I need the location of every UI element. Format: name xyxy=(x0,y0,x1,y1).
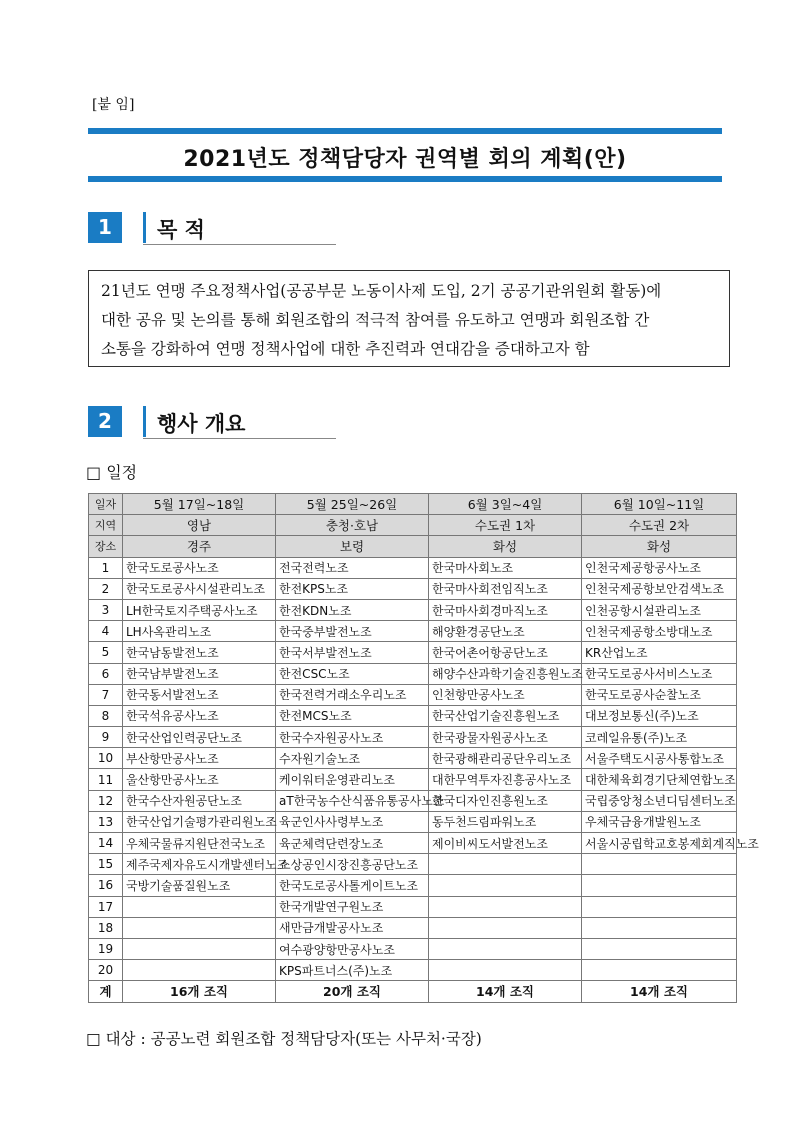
union-cell: 한국도로공사시설관리노조 xyxy=(123,578,276,599)
row-number: 11 xyxy=(89,769,123,790)
table-row xyxy=(89,727,737,748)
total-row xyxy=(89,981,737,1002)
union-cell xyxy=(582,875,737,896)
section-2-marker xyxy=(143,406,146,437)
table-row xyxy=(89,938,737,959)
union-cell: 부산항만공사노조 xyxy=(123,748,276,769)
header-cell: 5월 25일~26일 xyxy=(276,494,429,515)
union-cell: 서울주택도시공사통합노조 xyxy=(582,748,737,769)
union-cell: 한국디자인진흥원노조 xyxy=(429,790,582,811)
union-cell: 육군인사사령부노조 xyxy=(276,811,429,832)
union-cell: 수자원기술노조 xyxy=(276,748,429,769)
title-bottom-bar xyxy=(88,176,722,182)
union-cell: 한국남부발전노조 xyxy=(123,663,276,684)
purpose-line: 21년도 연맹 주요정책사업(공공부문 노동이사제 도입, 2기 공공기관위원회 활동)에 xyxy=(101,282,662,300)
row-number: 17 xyxy=(89,896,123,917)
purpose-line: 대한 공유 및 논의를 통해 회원조합의 적극적 참여를 유도하고 연맹과 회원조합 간 xyxy=(101,311,650,329)
header-cell: 영남 xyxy=(123,515,276,536)
union-cell: 한국수산자원공단노조 xyxy=(123,790,276,811)
union-cell: 우체국물류지원단전국노조 xyxy=(123,833,276,854)
union-cell: 새만금개발공사노조 xyxy=(276,917,429,938)
row-number: 12 xyxy=(89,790,123,811)
union-cell: 한국산업인력공단노조 xyxy=(123,727,276,748)
row-number: 1 xyxy=(89,557,123,578)
total-cell: 16개 조직 xyxy=(123,981,276,1002)
union-cell xyxy=(582,938,737,959)
union-cell xyxy=(429,938,582,959)
union-cell: 육군체력단련장노조 xyxy=(276,833,429,854)
row-number: 6 xyxy=(89,663,123,684)
union-cell xyxy=(123,917,276,938)
total-label: 계 xyxy=(89,981,123,1002)
union-cell: 한국어촌어항공단노조 xyxy=(429,642,582,663)
row-number: 4 xyxy=(89,621,123,642)
row-number: 10 xyxy=(89,748,123,769)
union-cell xyxy=(123,960,276,981)
union-cell: 대보정보통신(주)노조 xyxy=(582,705,737,726)
schedule-heading: □ 일정 xyxy=(86,463,138,482)
document-title: 2021년도 정책담당자 권역별 회의 계획(안) xyxy=(183,147,627,172)
union-cell: KR산업노조 xyxy=(582,642,737,663)
union-cell: 한전KPS노조 xyxy=(276,578,429,599)
section-2-underline xyxy=(143,438,336,439)
union-cell: 한국수자원공사노조 xyxy=(276,727,429,748)
header-label: 장소 xyxy=(89,536,123,557)
union-cell xyxy=(582,854,737,875)
header-cell: 보령 xyxy=(276,536,429,557)
attachment-label: [붙 임] xyxy=(92,97,135,113)
row-number: 16 xyxy=(89,875,123,896)
table-row xyxy=(89,811,737,832)
union-cell: 제이비씨도서발전노조 xyxy=(429,833,582,854)
union-cell: 대한체육회경기단체연합노조 xyxy=(582,769,737,790)
table-row xyxy=(89,790,737,811)
table-row xyxy=(89,599,737,620)
header-cell: 화성 xyxy=(582,536,737,557)
union-cell xyxy=(582,896,737,917)
section-2-title: 행사 개요 xyxy=(157,412,246,436)
union-cell: 동두천드림파워노조 xyxy=(429,811,582,832)
table-row xyxy=(89,748,737,769)
union-cell xyxy=(582,960,737,981)
union-cell: 한국산업기술진흥원노조 xyxy=(429,705,582,726)
table-row xyxy=(89,663,737,684)
row-number: 18 xyxy=(89,917,123,938)
table-row xyxy=(89,684,737,705)
table-row xyxy=(89,896,737,917)
union-cell xyxy=(429,896,582,917)
union-cell: 한국남동발전노조 xyxy=(123,642,276,663)
table-row xyxy=(89,854,737,875)
header-cell: 6월 3일~4일 xyxy=(429,494,582,515)
union-cell: 한국도로공사톨게이트노조 xyxy=(276,875,429,896)
section-1-marker xyxy=(143,212,146,243)
union-cell: 소상공인시장진흥공단노조 xyxy=(276,854,429,875)
row-number: 3 xyxy=(89,599,123,620)
union-cell: 한국개발연구원노조 xyxy=(276,896,429,917)
row-number: 9 xyxy=(89,727,123,748)
row-number: 8 xyxy=(89,705,123,726)
union-cell: 한전MCS노조 xyxy=(276,705,429,726)
row-number: 19 xyxy=(89,938,123,959)
union-cell: 우체국금융개발원노조 xyxy=(582,811,737,832)
union-cell: 인천항만공사노조 xyxy=(429,684,582,705)
table-row xyxy=(89,875,737,896)
row-number: 2 xyxy=(89,578,123,599)
union-cell: 울산항만공사노조 xyxy=(123,769,276,790)
section-1-title: 목 적 xyxy=(157,218,205,242)
union-cell: 한국마사회전임직노조 xyxy=(429,578,582,599)
union-cell: 한국광해관리공단우리노조 xyxy=(429,748,582,769)
header-row xyxy=(89,536,737,557)
union-cell: 한국도로공사노조 xyxy=(123,557,276,578)
union-cell: 전국전력노조 xyxy=(276,557,429,578)
table-row xyxy=(89,578,737,599)
total-cell: 14개 조직 xyxy=(582,981,737,1002)
union-cell: aT한국농수산식품유통공사노조 xyxy=(276,790,429,811)
row-number: 7 xyxy=(89,684,123,705)
union-cell: 한국전력거래소우리노조 xyxy=(276,684,429,705)
union-cell: KPS파트너스(주)노조 xyxy=(276,960,429,981)
union-cell xyxy=(429,875,582,896)
table-row xyxy=(89,557,737,578)
row-number: 13 xyxy=(89,811,123,832)
table-row xyxy=(89,769,737,790)
union-cell: 인천국제공항보안검색노조 xyxy=(582,578,737,599)
header-row xyxy=(89,494,737,515)
union-cell xyxy=(429,960,582,981)
union-cell: 한국마사회경마직노조 xyxy=(429,599,582,620)
union-cell: 한국광물자원공사노조 xyxy=(429,727,582,748)
table-row xyxy=(89,960,737,981)
union-cell: 한국마사회노조 xyxy=(429,557,582,578)
header-label: 지역 xyxy=(89,515,123,536)
union-cell: 제주국제자유도시개발센터노조 xyxy=(123,854,276,875)
header-cell: 경주 xyxy=(123,536,276,557)
header-cell: 수도권 2차 xyxy=(582,515,737,536)
total-cell: 20개 조직 xyxy=(276,981,429,1002)
union-cell xyxy=(582,917,737,938)
union-cell: 한국도로공사서비스노조 xyxy=(582,663,737,684)
table-row xyxy=(89,917,737,938)
header-cell: 6월 10일~11일 xyxy=(582,494,737,515)
union-cell xyxy=(429,917,582,938)
union-cell: 해양환경공단노조 xyxy=(429,621,582,642)
section-1-number: 1 xyxy=(88,212,122,243)
total-cell: 14개 조직 xyxy=(429,981,582,1002)
header-cell: 충청·호남 xyxy=(276,515,429,536)
union-cell: 한국서부발전노조 xyxy=(276,642,429,663)
union-cell: 한전CSC노조 xyxy=(276,663,429,684)
union-cell: LH한국토지주택공사노조 xyxy=(123,599,276,620)
header-cell: 수도권 1차 xyxy=(429,515,582,536)
purpose-box xyxy=(88,270,730,367)
row-number: 20 xyxy=(89,960,123,981)
union-cell: 한전KDN노조 xyxy=(276,599,429,620)
row-number: 14 xyxy=(89,833,123,854)
union-cell: 한국도로공사순찰노조 xyxy=(582,684,737,705)
schedule-table xyxy=(88,493,759,1003)
header-cell: 5월 17일~18일 xyxy=(123,494,276,515)
union-cell: 한국동서발전노조 xyxy=(123,684,276,705)
union-cell: 케이워터운영관리노조 xyxy=(276,769,429,790)
union-cell: 서울시공립학교호봉제회계직노조 xyxy=(582,833,737,854)
title-top-bar xyxy=(88,128,722,134)
union-cell: 해양수산과학기술진흥원노조 xyxy=(429,663,582,684)
union-cell: 여수광양항만공사노조 xyxy=(276,938,429,959)
header-row xyxy=(89,515,737,536)
purpose-line: 소통을 강화하여 연맹 정책사업에 대한 추진력과 연대감을 증대하고자 함 xyxy=(101,340,590,358)
union-cell xyxy=(123,896,276,917)
table-row xyxy=(89,833,737,854)
union-cell: 한국산업기술평가관리원노조 xyxy=(123,811,276,832)
union-cell: 한국석유공사노조 xyxy=(123,705,276,726)
union-cell: 대한무역투자진흥공사노조 xyxy=(429,769,582,790)
table-row xyxy=(89,642,737,663)
union-cell: LH사옥관리노조 xyxy=(123,621,276,642)
section-1-underline xyxy=(143,244,336,245)
target-line: □ 대상 : 공공노련 회원조합 정책담당자(또는 사무처·국장) xyxy=(86,1030,482,1048)
section-2-number: 2 xyxy=(88,406,122,437)
row-number: 15 xyxy=(89,854,123,875)
header-label: 일자 xyxy=(89,494,123,515)
union-cell xyxy=(123,938,276,959)
table-row xyxy=(89,621,737,642)
union-cell: 인천국제공항공사노조 xyxy=(582,557,737,578)
row-number: 5 xyxy=(89,642,123,663)
union-cell: 코레일유통(주)노조 xyxy=(582,727,737,748)
union-cell: 인천국제공항소방대노조 xyxy=(582,621,737,642)
header-cell: 화성 xyxy=(429,536,582,557)
union-cell xyxy=(429,854,582,875)
table-row xyxy=(89,705,737,726)
union-cell: 국방기술품질원노조 xyxy=(123,875,276,896)
union-cell: 한국중부발전노조 xyxy=(276,621,429,642)
union-cell: 인천공항시설관리노조 xyxy=(582,599,737,620)
union-cell: 국립중앙청소년디딤센터노조 xyxy=(582,790,737,811)
